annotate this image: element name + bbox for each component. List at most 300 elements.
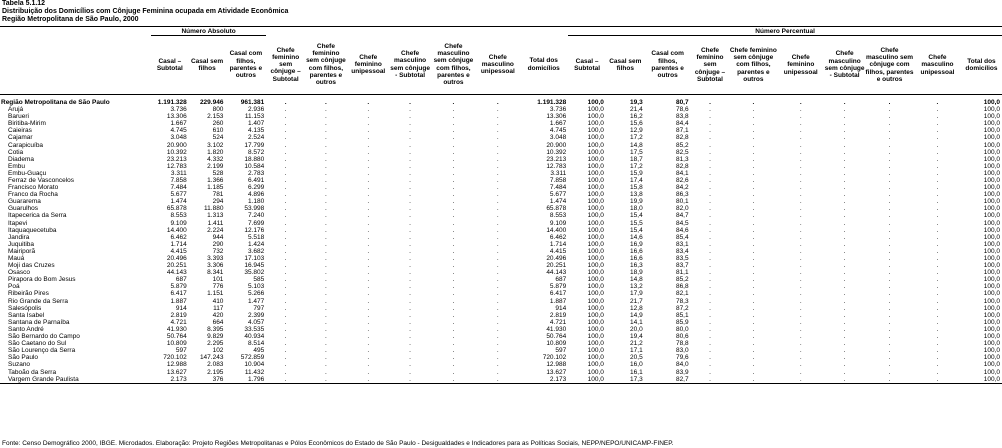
empty-cell: . <box>709 176 711 184</box>
value-cell: 7.699 <box>247 219 265 227</box>
value-cell: 86,3 <box>675 191 689 199</box>
empty-cell: . <box>752 155 755 163</box>
empty-cell: . <box>752 205 755 213</box>
empty-cell: . <box>284 233 287 241</box>
empty-cell: . <box>452 169 455 177</box>
region-name: Região Metropolitana de São Paulo <box>1 98 110 106</box>
empty-cell: . <box>367 120 370 128</box>
empty-cell: . <box>843 283 846 291</box>
empty-cell: . <box>843 191 846 199</box>
empty-cell: . <box>284 162 287 170</box>
value-cell: 1.474 <box>549 198 567 206</box>
empty-cell: . <box>936 283 939 291</box>
empty-cell: . <box>284 120 287 128</box>
value-cell: 1.887 <box>170 297 187 305</box>
value-cell: 17,3 <box>606 376 645 384</box>
empty-cell: . <box>799 141 802 149</box>
value-cell: 100,0 <box>983 141 1000 149</box>
empty-cell: . <box>496 184 499 192</box>
empty-cell: . <box>799 318 802 326</box>
empty-cell: . <box>452 134 455 142</box>
empty-cell: . <box>409 276 411 284</box>
table-row <box>0 319 1002 326</box>
empty-cell: . <box>799 169 802 177</box>
value-cell: 597 <box>555 347 567 355</box>
municipality-name: Salesópolis <box>8 304 42 312</box>
source-note: Fonte: Censo Demográfico 2000, IBGE. Microdados. Elaboração: Projeto Regiões Metropolitanas e Pólos Econômicos do Estado de São Paulo - Desigualdades e Indicadores para as Políticas Sociais, NEPP/NEPO/UNICAMP-FINEP. <box>2 440 674 447</box>
table-row <box>0 198 1002 205</box>
value-cell: 84,1 <box>675 169 689 177</box>
municipality-name: São Caetano do Sul <box>8 340 67 348</box>
table-row <box>0 220 1002 227</box>
empty-cell: . <box>367 318 370 326</box>
empty-cell: . <box>409 354 411 362</box>
value-cell: 100,0 <box>983 290 1000 298</box>
value-cell: 81,1 <box>675 269 689 277</box>
table-row <box>0 163 1002 170</box>
column-header-row <box>0 36 1002 95</box>
municipality-name: Guararema <box>8 198 41 206</box>
empty-cell: . <box>709 205 711 213</box>
municipality-name: Santo André <box>8 325 44 333</box>
empty-cell: . <box>799 325 802 333</box>
value-cell: 14,9 <box>630 311 643 319</box>
value-cell: 8.553 <box>170 212 187 220</box>
empty-cell: . <box>325 198 327 206</box>
empty-cell: . <box>409 141 411 149</box>
value-cell: 15,5 <box>630 219 643 227</box>
empty-cell: . <box>367 283 370 291</box>
empty-cell: . <box>799 240 802 248</box>
empty-cell: . <box>496 134 499 142</box>
table-row <box>0 262 1002 269</box>
empty-cell: . <box>752 127 755 135</box>
municipality-name: São Bernardo do Campo <box>8 333 80 341</box>
empty-cell: . <box>409 127 411 135</box>
empty-cell: . <box>936 361 939 369</box>
municipality-name: Taboão da Serra <box>8 368 57 376</box>
empty-cell: . <box>409 219 411 227</box>
value-cell: 1.151 <box>207 290 224 298</box>
value-cell: 1.714 <box>549 240 567 248</box>
empty-cell: . <box>367 212 370 220</box>
empty-cell: . <box>843 340 846 348</box>
value-cell: 80,6 <box>675 333 689 341</box>
value-cell: 5.677 <box>170 191 187 199</box>
value-cell: 5.518 <box>247 233 265 241</box>
empty-cell: . <box>936 212 939 220</box>
empty-cell: . <box>496 304 499 312</box>
empty-cell: . <box>452 283 455 291</box>
empty-cell: . <box>936 290 939 298</box>
empty-cell: . <box>936 141 939 149</box>
empty-cell: . <box>496 212 499 220</box>
empty-cell: . <box>729 376 777 384</box>
value-cell: 100,0 <box>983 212 1000 220</box>
empty-cell: . <box>752 176 755 184</box>
value-cell: 9.829 <box>207 333 224 341</box>
empty-cell: . <box>452 269 455 277</box>
empty-cell: . <box>367 134 370 142</box>
empty-cell: . <box>325 120 327 128</box>
value-cell: 65.878 <box>166 205 187 213</box>
empty-cell: . <box>709 120 711 128</box>
empty-cell: . <box>409 162 411 170</box>
table-row <box>0 276 1002 283</box>
table-row <box>0 298 1002 305</box>
value-cell: 100,0 <box>587 325 604 333</box>
empty-cell: . <box>325 191 327 199</box>
value-cell: 961.381 <box>240 98 265 106</box>
empty-cell: . <box>496 155 499 163</box>
column-header: Chefe masculino sem cônjuge com filhos, parentes e outros <box>430 36 476 95</box>
empty-cell: . <box>752 354 755 362</box>
empty-cell: . <box>888 176 891 184</box>
empty-cell: . <box>843 269 846 277</box>
empty-cell: . <box>367 162 370 170</box>
value-cell: 85,9 <box>675 318 689 326</box>
municipality-name: Arujá <box>8 106 24 114</box>
table-row <box>0 191 1002 198</box>
empty-cell: . <box>799 283 802 291</box>
value-cell: 13.306 <box>546 113 567 121</box>
empty-cell: . <box>325 361 327 369</box>
value-cell: 6.417 <box>549 290 567 298</box>
value-cell: 12.176 <box>244 226 265 234</box>
empty-cell: . <box>325 226 327 234</box>
empty-cell: . <box>284 297 287 305</box>
empty-cell: . <box>752 162 755 170</box>
empty-cell: . <box>367 155 370 163</box>
empty-cell: . <box>409 155 411 163</box>
empty-cell: . <box>367 297 370 305</box>
blank-header-cell <box>0 27 151 36</box>
empty-cell: . <box>888 262 891 270</box>
empty-cell: . <box>367 106 370 114</box>
value-cell: 15,8 <box>630 184 643 192</box>
municipality-name: Itapecerica da Serra <box>8 212 67 220</box>
value-cell: 100,0 <box>983 283 1000 291</box>
empty-cell: . <box>452 155 455 163</box>
value-cell: 100,0 <box>983 361 1000 369</box>
value-cell: 100,0 <box>587 247 604 255</box>
municipality-name: Suzano <box>8 361 31 369</box>
empty-cell: . <box>824 376 865 384</box>
group-header-row <box>0 27 1002 36</box>
empty-cell: . <box>409 226 411 234</box>
municipality-name: Ferraz de Vasconcelos <box>8 176 74 184</box>
municipality-name: Embu-Guaçu <box>8 169 47 177</box>
column-header: Casal sem filhos <box>606 36 645 95</box>
empty-cell: . <box>799 162 802 170</box>
empty-cell: . <box>936 333 939 341</box>
value-cell: 147.243 <box>199 354 224 362</box>
value-cell: 14.400 <box>546 226 567 234</box>
empty-cell: . <box>888 347 891 355</box>
empty-cell: . <box>709 368 711 376</box>
value-cell: 12,9 <box>630 127 643 135</box>
empty-cell: . <box>888 148 891 156</box>
table-row <box>0 127 1002 134</box>
table-row <box>0 283 1002 290</box>
empty-cell: . <box>888 233 891 241</box>
value-cell: 944 <box>212 233 224 241</box>
value-cell: 100,0 <box>587 127 604 135</box>
empty-cell: . <box>843 176 846 184</box>
value-cell: 82,8 <box>675 134 689 142</box>
empty-cell: . <box>936 318 939 326</box>
empty-cell: . <box>936 269 939 277</box>
empty-cell: . <box>367 311 370 319</box>
value-cell: 44.143 <box>166 269 187 277</box>
empty-cell: . <box>496 269 499 277</box>
empty-cell: . <box>888 106 891 114</box>
empty-cell: . <box>752 368 755 376</box>
empty-cell: . <box>409 198 411 206</box>
empty-cell: . <box>284 354 287 362</box>
empty-cell: . <box>752 311 755 319</box>
value-cell: 83,0 <box>675 347 689 355</box>
empty-cell: . <box>409 247 411 255</box>
empty-cell: . <box>709 276 711 284</box>
empty-cell: . <box>325 212 327 220</box>
empty-cell: . <box>799 134 802 142</box>
value-cell: 2.819 <box>549 311 567 319</box>
empty-cell: . <box>496 198 499 206</box>
column-header: Chefe masculino sem cônjuge - Subtotal <box>390 36 431 95</box>
value-cell: 2.295 <box>207 340 224 348</box>
empty-cell: . <box>843 106 846 114</box>
value-cell: 664 <box>212 318 224 326</box>
empty-cell: . <box>936 247 939 255</box>
group-percent-header: Número Percentual <box>568 27 1002 36</box>
empty-cell: . <box>799 127 802 135</box>
empty-cell: . <box>799 212 802 220</box>
value-cell: 100,0 <box>587 283 604 291</box>
table-row <box>0 134 1002 141</box>
empty-cell: . <box>752 141 755 149</box>
empty-cell: . <box>843 120 846 128</box>
municipality-name: Osasco <box>8 269 31 277</box>
empty-cell: . <box>843 290 846 298</box>
value-cell: 83,1 <box>675 240 689 248</box>
value-cell: 87,2 <box>675 304 689 312</box>
value-cell: 11.432 <box>244 368 265 376</box>
value-cell: 10.584 <box>244 162 265 170</box>
value-cell: 100,0 <box>983 347 1000 355</box>
value-cell: 17.799 <box>244 141 265 149</box>
empty-cell: . <box>496 311 499 319</box>
empty-cell: . <box>888 340 891 348</box>
empty-cell: . <box>709 127 711 135</box>
empty-cell: . <box>936 276 939 284</box>
value-cell: 19,3 <box>630 98 643 106</box>
empty-cell: . <box>888 318 891 326</box>
empty-cell: . <box>752 219 755 227</box>
table-row <box>0 312 1002 319</box>
table-row <box>0 184 1002 191</box>
column-header: Chefe masculino sem cônjuge com filhos, parentes e outros <box>865 36 914 95</box>
value-cell: 528 <box>212 169 224 177</box>
empty-cell: . <box>496 340 499 348</box>
value-cell: 100,0 <box>587 311 604 319</box>
empty-cell: . <box>409 233 411 241</box>
empty-cell: . <box>936 354 939 362</box>
table-row <box>0 368 1002 375</box>
empty-cell: . <box>709 155 711 163</box>
empty-cell: . <box>752 106 755 114</box>
empty-cell: . <box>496 240 499 248</box>
table-row <box>0 248 1002 255</box>
value-cell: 20.496 <box>166 255 187 263</box>
value-cell: 2.936 <box>247 106 265 114</box>
empty-cell: . <box>709 226 711 234</box>
value-cell: 3.311 <box>170 169 187 177</box>
empty-cell: . <box>409 333 411 341</box>
value-cell: 8.572 <box>247 148 265 156</box>
empty-cell: . <box>452 226 455 234</box>
value-cell: 100,0 <box>587 176 604 184</box>
table-row <box>0 212 1002 219</box>
empty-cell: . <box>936 304 939 312</box>
value-cell: 100,0 <box>587 120 604 128</box>
value-cell: 5.879 <box>549 283 567 291</box>
empty-cell: . <box>888 269 891 277</box>
value-cell: 914 <box>175 304 187 312</box>
empty-cell: . <box>843 134 846 142</box>
empty-cell: . <box>367 361 370 369</box>
empty-cell: . <box>452 176 455 184</box>
empty-cell: . <box>936 255 939 263</box>
empty-cell: . <box>390 376 431 384</box>
value-cell: 100,0 <box>983 240 1000 248</box>
empty-cell: . <box>452 361 455 369</box>
value-cell: 101 <box>212 276 224 284</box>
table-row <box>0 255 1002 262</box>
value-cell: 100,0 <box>983 325 1000 333</box>
municipality-name: Embu <box>8 162 25 170</box>
empty-cell: . <box>709 141 711 149</box>
municipality-name: Pirapora do Bom Jesus <box>8 276 76 284</box>
value-cell: 100,0 <box>587 354 604 362</box>
municipality-name: Cotia <box>8 148 24 156</box>
value-cell: 290 <box>212 240 224 248</box>
empty-cell: . <box>409 304 411 312</box>
empty-cell: . <box>709 340 711 348</box>
empty-cell: . <box>843 255 846 263</box>
empty-cell: . <box>409 134 411 142</box>
empty-cell: . <box>325 106 327 114</box>
value-cell: 6.491 <box>247 176 265 184</box>
value-cell: 17,9 <box>630 290 643 298</box>
empty-cell: . <box>284 283 287 291</box>
value-cell: 2.199 <box>207 162 224 170</box>
empty-cell: . <box>496 283 499 291</box>
empty-cell: . <box>496 297 499 305</box>
value-cell: 82,7 <box>645 376 691 384</box>
value-cell: 15,4 <box>630 226 643 234</box>
value-cell: 80,7 <box>675 98 689 106</box>
municipality-name: São Paulo <box>8 354 38 362</box>
value-cell: 78,8 <box>675 340 689 348</box>
column-header: Chefe feminino unipessoal <box>777 36 824 95</box>
value-cell: 100,0 <box>983 219 1000 227</box>
value-cell: 3.048 <box>549 134 567 142</box>
value-cell: 260 <box>212 120 224 128</box>
value-cell: 84,2 <box>675 184 689 192</box>
empty-cell: . <box>752 198 755 206</box>
empty-cell: . <box>936 120 939 128</box>
value-cell: 100,0 <box>587 340 604 348</box>
empty-cell: . <box>709 198 711 206</box>
empty-cell: . <box>752 247 755 255</box>
empty-cell: . <box>496 318 499 326</box>
municipality-name: Jandira <box>8 233 30 241</box>
value-cell: 8.395 <box>207 325 224 333</box>
value-cell: 100,0 <box>587 333 604 341</box>
value-cell: 776 <box>212 283 224 291</box>
municipality-name: Rio Grande da Serra <box>8 297 68 305</box>
municipality-name: Francisco Morato <box>8 184 59 192</box>
value-cell: 80,0 <box>675 325 689 333</box>
value-cell: 100,0 <box>983 340 1000 348</box>
value-cell: . <box>888 98 891 106</box>
empty-cell: . <box>325 297 327 305</box>
value-cell: 4.135 <box>247 127 265 135</box>
municipality-name: Itaquaquecetuba <box>8 226 57 234</box>
empty-cell: . <box>284 311 287 319</box>
empty-cell: . <box>496 333 499 341</box>
empty-cell: . <box>709 212 711 220</box>
value-cell: 21,4 <box>630 106 643 114</box>
municipality-name: Guarulhos <box>8 205 38 213</box>
empty-cell: . <box>936 233 939 241</box>
empty-cell: . <box>843 127 846 135</box>
empty-cell: . <box>709 333 711 341</box>
value-cell: 35.802 <box>244 269 265 277</box>
value-cell: 2.783 <box>247 169 265 177</box>
empty-cell: . <box>709 262 711 270</box>
value-cell: 20.900 <box>166 141 187 149</box>
empty-cell: . <box>409 240 411 248</box>
value-cell: 1.820 <box>207 148 224 156</box>
value-cell: 1.667 <box>170 120 187 128</box>
value-cell: 16,3 <box>630 262 643 270</box>
empty-cell: . <box>284 134 287 142</box>
empty-cell: . <box>936 368 939 376</box>
empty-cell: . <box>367 191 370 199</box>
column-header: Chefe masculino unipessoal <box>476 36 519 95</box>
value-cell: 294 <box>212 198 224 206</box>
empty-cell: . <box>799 276 802 284</box>
value-cell: 720.102 <box>163 354 187 362</box>
value-cell: 84,6 <box>675 226 689 234</box>
empty-cell: . <box>367 290 370 298</box>
table-row <box>0 120 1002 127</box>
empty-cell: . <box>325 354 327 362</box>
empty-cell: . <box>284 226 287 234</box>
empty-cell: . <box>799 120 802 128</box>
empty-cell: . <box>452 333 455 341</box>
empty-cell: . <box>367 127 370 135</box>
value-cell: 3.682 <box>247 247 265 255</box>
empty-cell: . <box>936 176 939 184</box>
value-cell: 100,0 <box>587 361 604 369</box>
value-cell: 100,0 <box>983 169 1000 177</box>
empty-cell: . <box>452 247 455 255</box>
value-cell: 2.819 <box>170 311 187 319</box>
value-cell: 2.173 <box>519 376 568 384</box>
